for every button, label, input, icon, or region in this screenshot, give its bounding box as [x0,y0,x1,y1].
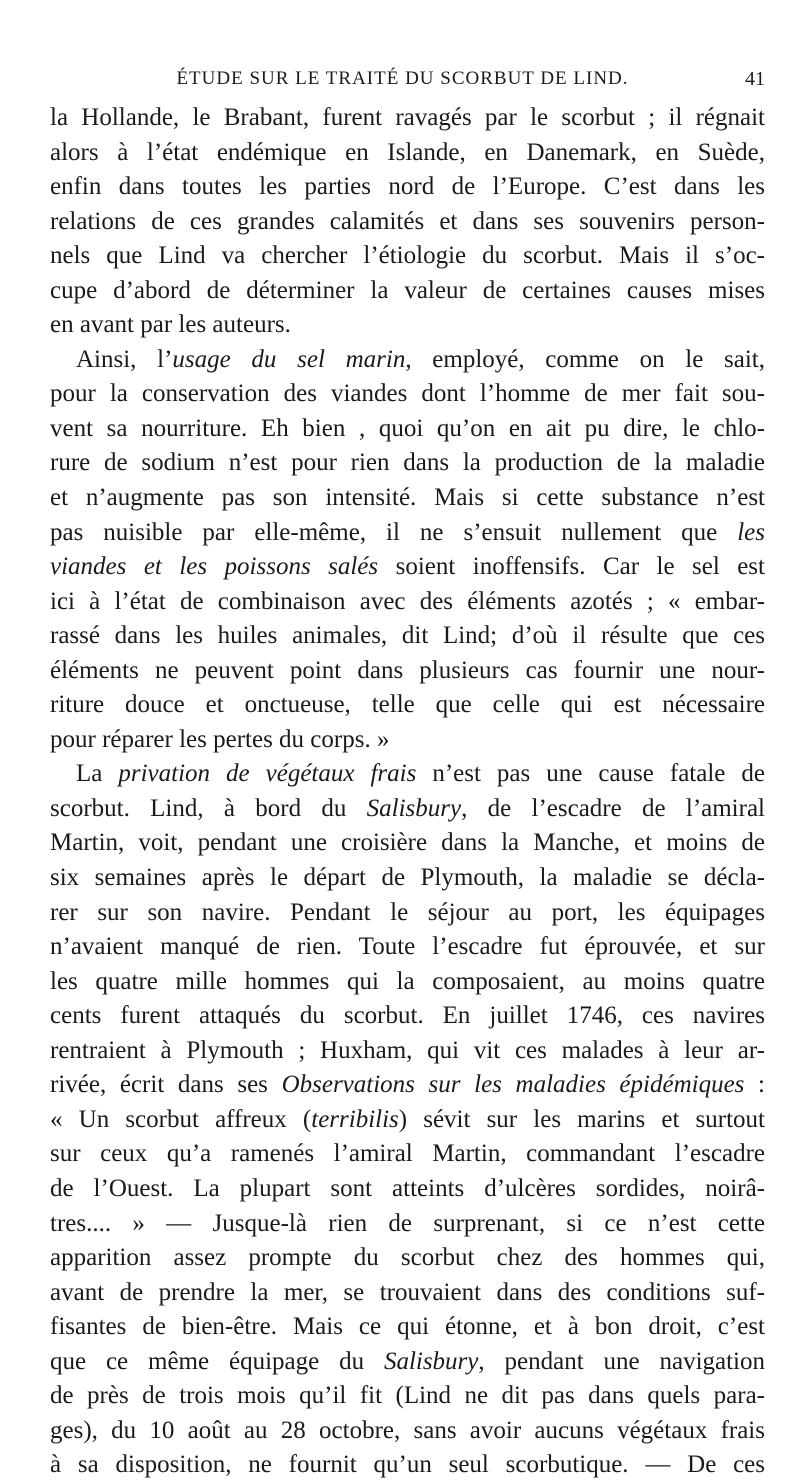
text-line [50,792,765,827]
text-segment: ) sévit sur les marins et surtout [398,1105,765,1133]
text-segment: soient inoffensifs. Car le sel est [378,553,765,581]
italic-text: terribilis [311,1105,399,1133]
text-segment: six semaines après le départ de Plymouth, la maladie se décla- [50,864,765,892]
text-line [50,550,765,585]
italic-text: privation de végétaux frais [118,760,417,788]
text-line [50,136,765,171]
text-segment: de l’Ouest. La plupart sont atteints d’ulcères sordides, noirâ- [50,1174,765,1202]
text-line [50,688,765,723]
text-segment: sur ceux qu’a ramenés l’amiral Martin, commandant l’escadre [50,1140,765,1168]
italic-text: usage du sel marin [172,345,406,373]
text-segment: , employé, comme on le sait, [405,345,765,373]
text-line [50,1034,765,1069]
text-line [50,1137,765,1172]
italic-text: Observations sur les maladies épidémiques [281,1071,745,1099]
text-segment: rivée, écrit dans ses [50,1071,282,1099]
text-line [50,1310,765,1345]
text-segment: : [744,1071,765,1099]
text-segment: en avant par les auteurs. [50,311,291,339]
text-segment: nels que Lind va chercher l’étiologie du scorbut. Mais il s’oc- [50,242,765,270]
text-segment: Ainsi, l’ [76,345,173,373]
running-head: ÉTUDE SUR LE TRAITÉ DU SCORBUT DE LIND. [176,68,629,89]
text-segment: n’avaient manqué de rien. Toute l’escadre fut éprouvée, et sur [50,933,765,961]
text-segment: à sa disposition, ne fournit qu’un seul scorbutique. — De ces [50,1451,765,1479]
page-number: 41 [745,68,765,90]
text-segment: rure de sodium n’est pour rien dans la production de la maladie [50,449,765,477]
text-line [50,930,765,965]
text-segment: vent sa nourriture. Eh bien , quoi qu’on en ait pu dire, le chlo- [50,414,765,442]
text-line [50,205,765,240]
text-line [50,1172,765,1207]
text-segment: éléments ne peuvent point dans plusieurs cas fournir une nour- [50,656,765,684]
text-line [50,101,765,136]
text-line [50,1379,765,1414]
text-line [50,446,765,481]
text-line [50,999,765,1034]
text-line [50,1345,765,1380]
text-segment: et n’augmente pas son intensité. Mais si cette substance n’est [50,484,765,512]
text-segment: la Hollande, le Brabant, furent ravagés par le scorbut ; il régnait [50,104,765,131]
text-segment: apparition assez prompte du scorbut chez des hommes qui, [50,1244,765,1272]
text-segment: de près de trois mois qu’il fit (Lind ne dit pas dans quels para- [50,1382,765,1410]
text-segment: pour réparer les pertes du corps. » [50,725,390,753]
text-segment: scorbut. Lind, à bord du [50,794,367,822]
text-segment: alors à l’état endémique en Islande, en Danemark, en Suède, [50,138,765,166]
text-line [50,343,765,378]
italic-text: les [737,518,765,546]
italic-text: Salisbury [366,794,462,822]
text-line [50,723,765,758]
text-segment: ici à l’état de combinaison avec des éléments azotés ; « embar- [50,587,765,615]
text-segment: tres.... » — Jusque-là rien de surprenant, si ce n’est cette [50,1209,765,1237]
text-line [50,826,765,861]
italic-text: Salisbury [383,1347,479,1375]
page-header [40,62,765,96]
text-segment: cupe d’abord de déterminer la valeur de certaines causes mises [50,276,765,304]
text-line [50,1448,765,1483]
text-line [50,585,765,620]
text-segment: pour la conservation des viandes dont l’homme de mer fait sou- [50,380,765,408]
italic-text: viandes et les poissons salés [50,553,379,581]
text-line [50,1414,765,1449]
text-line [50,377,765,412]
text-segment: avant de prendre la mer, se trouvaient dans des conditions suf- [50,1278,765,1306]
text-segment: enfin dans toutes les parties nord de l’Europe. C’est dans les [50,173,765,201]
text-line [50,1207,765,1242]
text-segment: cents furent attaqués du scorbut. En juillet 1746, ces navires [50,1002,765,1030]
text-segment: rentraient à Plymouth ; Huxham, qui vit ces malades à leur ar- [50,1036,765,1064]
text-segment: « Un scorbut affreux ( [50,1105,312,1133]
text-line [50,619,765,654]
text-segment: rer sur son navire. Pendant le séjour au port, les équipages [50,898,765,926]
text-line [50,896,765,931]
text-segment: rassé dans les huiles animales, dit Lind; d’où il résulte que ces [50,622,765,650]
text-line [50,481,765,516]
text-segment: , pendant une navigation [478,1347,766,1375]
text-line [50,965,765,1000]
text-line [50,654,765,689]
text-line [50,170,765,205]
text-line [50,1068,765,1103]
text-segment: La [76,760,119,788]
text-line [50,861,765,896]
body-text [50,101,765,1483]
text-line [50,516,765,551]
text-line [50,1103,765,1138]
text-segment: relations de ces grandes calamités et dans ses souvenirs person- [50,207,765,235]
text-line [50,1241,765,1276]
text-segment: Martin, voit, pendant une croisière dans la Manche, et moins de [50,829,765,857]
text-segment: fisantes de bien-être. Mais ce qui étonne, et à bon droit, c’est [50,1313,765,1341]
text-line [50,1276,765,1311]
text-segment: les quatre mille hommes qui la composaient, au moins quatre [50,967,765,995]
text-segment: n’est pas une cause fatale de [416,760,765,788]
text-line [50,308,765,343]
text-segment: que ce même équipage du [50,1347,384,1375]
text-line [50,239,765,274]
text-line [50,274,765,309]
text-segment: riture douce et onctueuse, telle que celle qui est nécessaire [50,691,765,719]
text-segment: ges), du 10 août au 28 octobre, sans avoir aucuns végétaux frais [50,1416,765,1444]
text-segment: pas nuisible par elle-même, il ne s’ensuit nullement que [50,518,738,546]
text-segment: , de l’escadre de l’amiral [461,794,765,822]
text-line [50,757,765,792]
text-line [50,412,765,447]
